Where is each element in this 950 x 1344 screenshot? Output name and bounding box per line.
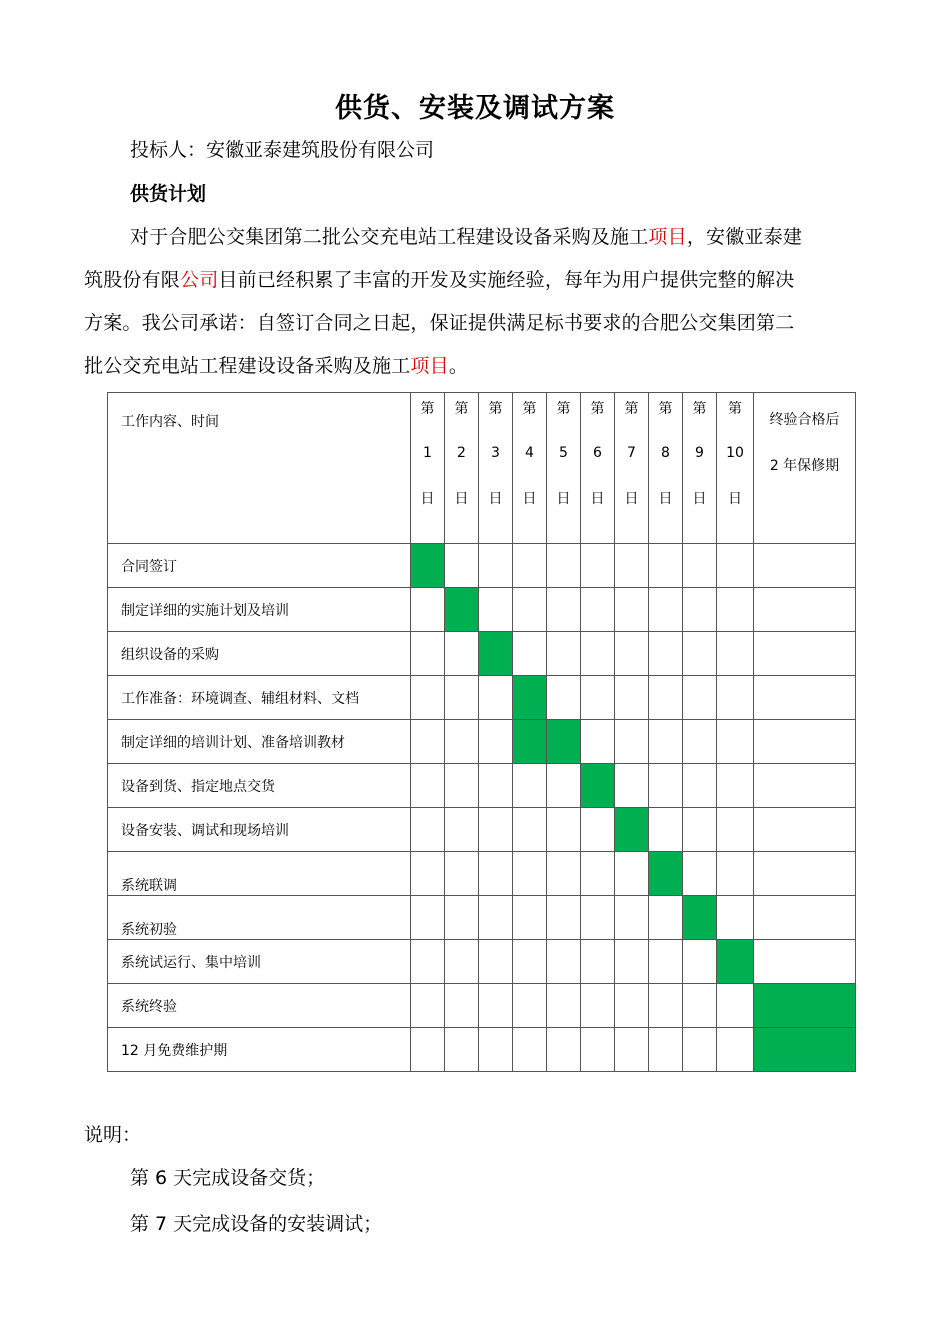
day-cell xyxy=(649,984,683,1028)
table-row xyxy=(108,852,856,896)
day-cell xyxy=(411,808,445,852)
header-day-3 xyxy=(479,393,513,544)
day-cell xyxy=(717,764,754,808)
day-cell-active xyxy=(683,896,717,940)
task-cell: 系统试运行、集中培训 xyxy=(108,940,411,984)
task-cell: 系统联调 xyxy=(108,852,411,896)
header-day-text: 日 xyxy=(728,491,742,507)
day-cell xyxy=(615,940,649,984)
warranty-cell xyxy=(754,720,856,764)
warranty-line-2: 2 年保修期 xyxy=(769,458,840,474)
day-cell xyxy=(445,896,479,940)
day-cell-active xyxy=(445,588,479,632)
paragraph-highlight: 项目 xyxy=(410,355,449,377)
header-warranty-cell xyxy=(754,393,856,544)
header-day-text: 3 xyxy=(491,445,500,461)
day-cell xyxy=(411,720,445,764)
paragraph-text: 筑股份有限 xyxy=(84,269,181,291)
day-cell xyxy=(479,940,513,984)
header-task-cell: 工作内容、时间 xyxy=(108,393,411,544)
day-cell xyxy=(717,588,754,632)
header-day-7 xyxy=(615,393,649,544)
day-cell xyxy=(581,1028,615,1072)
header-day-text: 日 xyxy=(624,491,639,507)
warranty-cell xyxy=(754,940,856,984)
day-cell xyxy=(479,676,513,720)
day-cell xyxy=(581,852,615,896)
day-cell xyxy=(649,808,683,852)
day-cell xyxy=(649,764,683,808)
table-row xyxy=(108,1028,856,1072)
task-cell: 工作准备：环境调查、辅组材料、文档 xyxy=(108,676,411,720)
day-cell xyxy=(445,544,479,588)
day-cell xyxy=(649,1028,683,1072)
note-item: 第 7 天完成设备的安装调试； xyxy=(130,1213,383,1235)
header-day-text: 日 xyxy=(522,491,537,507)
day-cell xyxy=(445,1028,479,1072)
day-cell xyxy=(445,764,479,808)
task-cell: 设备到货、指定地点交货 xyxy=(108,764,411,808)
day-cell xyxy=(683,676,717,720)
day-cell xyxy=(513,764,547,808)
table-header-row xyxy=(108,393,856,544)
day-cell xyxy=(547,896,581,940)
day-cell-active xyxy=(581,764,615,808)
day-cell xyxy=(649,940,683,984)
day-cell xyxy=(479,720,513,764)
table-row xyxy=(108,588,856,632)
day-cell-active xyxy=(411,544,445,588)
day-cell-active xyxy=(479,632,513,676)
header-day-text: 7 xyxy=(627,445,636,461)
day-cell xyxy=(717,1028,754,1072)
task-cell: 合同签订 xyxy=(108,544,411,588)
header-day-text: 5 xyxy=(559,445,568,461)
day-cell xyxy=(411,852,445,896)
task-cell: 系统终验 xyxy=(108,984,411,1028)
paragraph-line-2 xyxy=(84,265,794,292)
task-cell: 组织设备的采购 xyxy=(108,632,411,676)
day-cell xyxy=(683,764,717,808)
day-cell xyxy=(411,940,445,984)
header-day-text: 10 xyxy=(726,445,744,461)
paragraph-line-1 xyxy=(130,222,802,249)
day-cell xyxy=(479,764,513,808)
day-cell xyxy=(649,720,683,764)
paragraph-text: 对于合肥公交集团第二批公交充电站工程建设设备采购及施工 xyxy=(130,226,649,248)
day-cell xyxy=(445,676,479,720)
day-cell xyxy=(479,984,513,1028)
header-day-text: 日 xyxy=(658,491,673,507)
header-day-text: 日 xyxy=(556,491,571,507)
day-cell xyxy=(445,808,479,852)
day-cell xyxy=(683,720,717,764)
section-heading: 供货计划 xyxy=(130,183,207,205)
day-cell xyxy=(479,852,513,896)
day-cell xyxy=(513,544,547,588)
day-cell xyxy=(547,764,581,808)
day-cell xyxy=(581,588,615,632)
paragraph-highlight: 公司 xyxy=(180,269,219,291)
day-cell xyxy=(717,632,754,676)
table-row xyxy=(108,720,856,764)
day-cell xyxy=(615,764,649,808)
header-day-text: 4 xyxy=(525,445,534,461)
day-cell-active xyxy=(717,940,754,984)
header-day-text: 1 xyxy=(423,445,432,461)
header-day-10 xyxy=(717,393,754,544)
paragraph-highlight: 项目 xyxy=(648,226,687,248)
page-title: 供货、安装及调试方案 xyxy=(335,93,615,124)
note-item: 第 6 天完成设备交货； xyxy=(130,1167,326,1189)
day-cell xyxy=(615,720,649,764)
day-cell xyxy=(411,896,445,940)
table-row xyxy=(108,808,856,852)
day-cell xyxy=(581,544,615,588)
header-day-2 xyxy=(445,393,479,544)
header-day-text: 第 xyxy=(728,401,742,417)
day-cell xyxy=(445,852,479,896)
day-cell xyxy=(479,544,513,588)
table-row xyxy=(108,896,856,940)
warranty-cell xyxy=(754,676,856,720)
day-cell xyxy=(615,588,649,632)
day-cell xyxy=(581,720,615,764)
header-day-text: 第 xyxy=(624,401,639,417)
day-cell xyxy=(479,1028,513,1072)
day-cell xyxy=(615,544,649,588)
day-cell xyxy=(615,632,649,676)
day-cell xyxy=(683,852,717,896)
task-cell: 制定详细的实施计划及培训 xyxy=(108,588,411,632)
schedule-table xyxy=(107,392,856,1072)
day-cell xyxy=(513,1028,547,1072)
day-cell xyxy=(547,808,581,852)
header-day-text: 第 xyxy=(454,401,469,417)
day-cell xyxy=(717,984,754,1028)
warranty-cell xyxy=(754,544,856,588)
day-cell xyxy=(717,544,754,588)
day-cell-active xyxy=(615,808,649,852)
warranty-cell xyxy=(754,632,856,676)
day-cell xyxy=(683,544,717,588)
header-day-text: 第 xyxy=(522,401,537,417)
day-cell xyxy=(649,676,683,720)
day-cell xyxy=(581,896,615,940)
day-cell xyxy=(683,1028,717,1072)
day-cell xyxy=(683,940,717,984)
day-cell xyxy=(513,896,547,940)
warranty-cell xyxy=(754,852,856,896)
task-cell: 12 月免费维护期 xyxy=(108,1028,411,1072)
day-cell xyxy=(479,588,513,632)
day-cell xyxy=(683,808,717,852)
day-cell xyxy=(615,984,649,1028)
day-cell xyxy=(581,676,615,720)
warranty-line-1: 终验合格后 xyxy=(769,412,840,428)
day-cell xyxy=(717,896,754,940)
day-cell-active xyxy=(649,852,683,896)
day-cell xyxy=(649,544,683,588)
day-cell-active xyxy=(547,720,581,764)
header-day-text: 日 xyxy=(590,491,605,507)
day-cell xyxy=(513,940,547,984)
day-cell xyxy=(615,896,649,940)
header-day-9 xyxy=(683,393,717,544)
paragraph-text: 目前已经积累了丰富的开发及实施经验，每年为用户提供完整的解决 xyxy=(218,269,795,291)
day-cell xyxy=(615,852,649,896)
table-row xyxy=(108,676,856,720)
day-cell xyxy=(683,588,717,632)
paragraph-text: 批公交充电站工程建设设备采购及施工 xyxy=(84,355,411,377)
day-cell xyxy=(581,984,615,1028)
paragraph-text: 。 xyxy=(448,355,469,377)
day-cell xyxy=(411,984,445,1028)
paragraph-line-4 xyxy=(84,351,468,378)
day-cell xyxy=(411,632,445,676)
day-cell xyxy=(649,632,683,676)
day-cell-active xyxy=(513,676,547,720)
warranty-cell xyxy=(754,896,856,940)
table-row xyxy=(108,544,856,588)
day-cell xyxy=(683,632,717,676)
day-cell xyxy=(513,852,547,896)
header-day-text: 第 xyxy=(556,401,571,417)
header-day-text: 第 xyxy=(692,401,707,417)
header-day-text: 第 xyxy=(658,401,673,417)
day-cell xyxy=(547,588,581,632)
day-cell xyxy=(445,632,479,676)
header-day-text: 日 xyxy=(420,491,435,507)
table-row xyxy=(108,764,856,808)
header-day-1 xyxy=(411,393,445,544)
day-cell xyxy=(547,632,581,676)
paragraph-line-3: 方案。我公司承诺：自签订合同之日起，保证提供满足标书要求的合肥公交集团第二 xyxy=(84,312,795,334)
warranty-cell-active xyxy=(754,1028,856,1072)
day-cell xyxy=(547,1028,581,1072)
day-cell xyxy=(411,588,445,632)
day-cell xyxy=(547,852,581,896)
day-cell xyxy=(717,808,754,852)
day-cell xyxy=(445,940,479,984)
day-cell xyxy=(683,984,717,1028)
warranty-cell xyxy=(754,808,856,852)
day-cell xyxy=(615,1028,649,1072)
day-cell xyxy=(513,588,547,632)
day-cell xyxy=(649,896,683,940)
day-cell xyxy=(411,676,445,720)
day-cell xyxy=(717,720,754,764)
day-cell xyxy=(615,676,649,720)
header-day-text: 2 xyxy=(457,445,466,461)
day-cell xyxy=(513,632,547,676)
day-cell xyxy=(513,984,547,1028)
notes-heading: 说明： xyxy=(84,1124,142,1146)
header-day-text: 6 xyxy=(593,445,602,461)
day-cell-active xyxy=(513,720,547,764)
day-cell xyxy=(411,1028,445,1072)
day-cell xyxy=(581,808,615,852)
header-day-6 xyxy=(581,393,615,544)
day-cell xyxy=(411,764,445,808)
header-day-text: 第 xyxy=(590,401,605,417)
day-cell xyxy=(547,676,581,720)
day-cell xyxy=(581,632,615,676)
day-cell xyxy=(717,676,754,720)
header-day-text: 日 xyxy=(488,491,503,507)
bidder-line: 投标人：安徽亚泰建筑股份有限公司 xyxy=(130,139,435,161)
header-day-text: 日 xyxy=(454,491,469,507)
day-cell xyxy=(547,940,581,984)
paragraph-text: ，安徽亚泰建 xyxy=(686,226,803,248)
day-cell xyxy=(649,588,683,632)
header-day-8 xyxy=(649,393,683,544)
task-cell: 系统初验 xyxy=(108,896,411,940)
day-cell xyxy=(445,720,479,764)
day-cell xyxy=(445,984,479,1028)
task-cell: 制定详细的培训计划、准备培训教材 xyxy=(108,720,411,764)
header-day-text: 8 xyxy=(661,445,670,461)
header-day-4 xyxy=(513,393,547,544)
header-day-text: 9 xyxy=(695,445,704,461)
warranty-cell-active xyxy=(754,984,856,1028)
header-day-text: 第 xyxy=(420,401,435,417)
day-cell xyxy=(547,984,581,1028)
warranty-cell xyxy=(754,588,856,632)
table-row xyxy=(108,984,856,1028)
header-day-5 xyxy=(547,393,581,544)
warranty-cell xyxy=(754,764,856,808)
task-cell: 设备安装、调试和现场培训 xyxy=(108,808,411,852)
table-row xyxy=(108,940,856,984)
header-day-text: 第 xyxy=(488,401,503,417)
table-row xyxy=(108,632,856,676)
day-cell xyxy=(513,808,547,852)
day-cell xyxy=(479,808,513,852)
header-day-text: 日 xyxy=(692,491,707,507)
day-cell xyxy=(581,940,615,984)
day-cell xyxy=(479,896,513,940)
day-cell xyxy=(717,852,754,896)
day-cell xyxy=(547,544,581,588)
